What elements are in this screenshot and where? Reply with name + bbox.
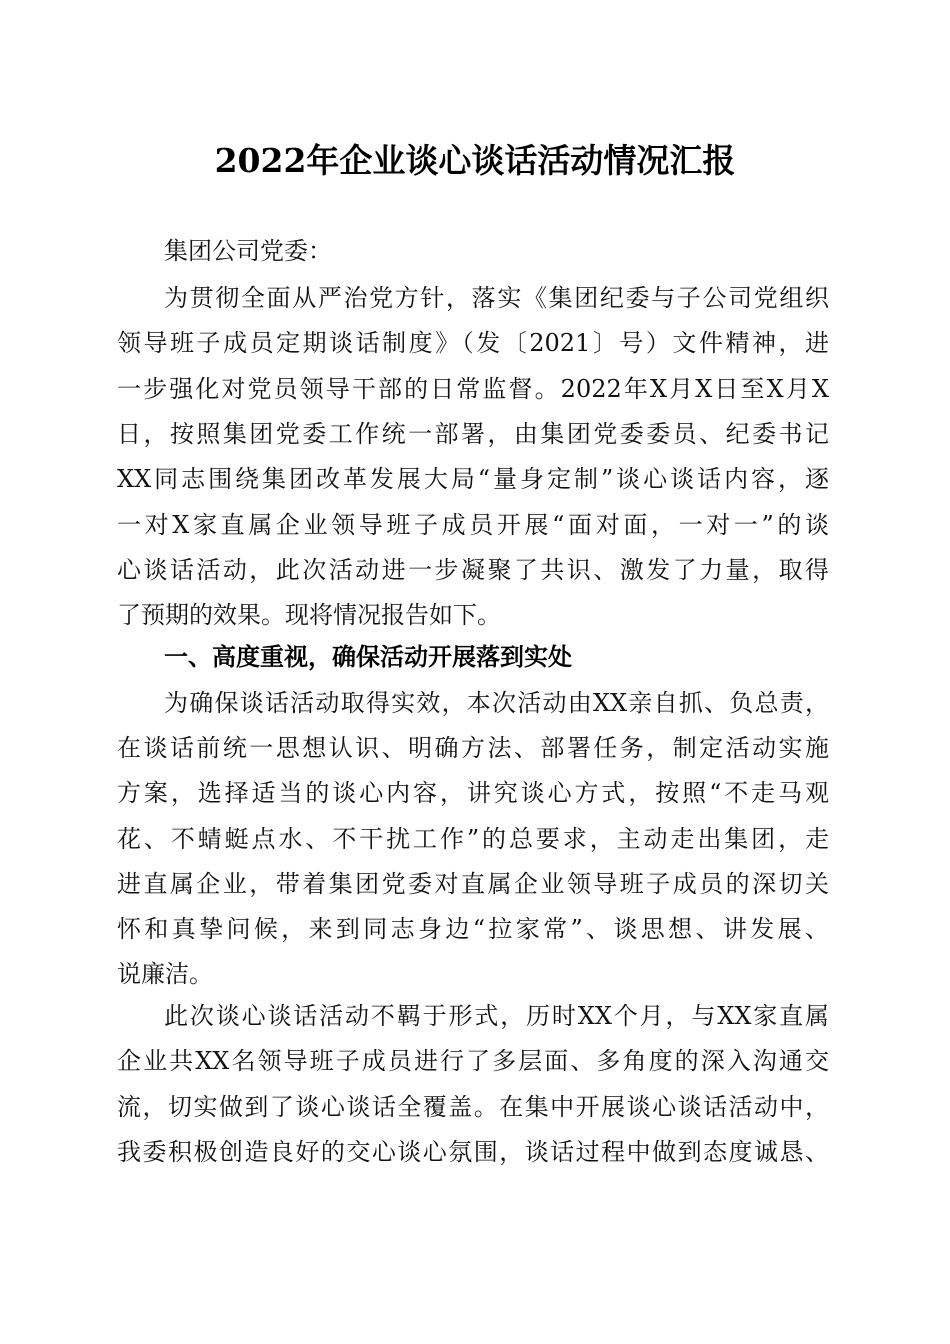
paragraph3-line: 流，切实做到了谈心谈话全覆盖。在集中开展谈心谈话活动中， — [117, 1093, 829, 1121]
paragraph2-line: 方案，选择适当的谈心内容，讲究谈心方式，按照“不走马观 — [117, 779, 829, 807]
section-heading: 一、高度重视，确保活动开展落到实处 — [164, 643, 572, 671]
paragraph3-line: 我委积极创造良好的交心谈心氛围，谈话过程中做到态度诚恳、 — [117, 1138, 829, 1166]
paragraph2-line: 在谈话前统一思想认识、明确方法、部署任务，制定活动实施 — [117, 734, 829, 762]
salutation: 集团公司党委： — [164, 237, 332, 265]
paragraph1-line: 领导班子成员定期谈话制度》（发〔2021〕号）文件精神，进 — [117, 329, 829, 357]
paragraph2-line: 进直属企业，带着集团党委对直属企业领导班子成员的深切关 — [117, 870, 829, 898]
paragraph1-line: 一对X家直属企业领导班子成员开展“面对面，一对一”的谈 — [117, 511, 829, 539]
paragraph1-line: 一步强化对党员领导干部的日常监督。2022年X月X日至X月X — [117, 375, 829, 403]
paragraph2-line: 为确保谈话活动取得实效，本次活动由XX亲自抓、负总责， — [164, 689, 829, 717]
paragraph1-line: 日，按照集团党委工作统一部署，由集团党委委员、纪委书记 — [117, 420, 829, 448]
paragraph2-line: 怀和真挚问候，来到同志身边“拉家常”、谈思想、讲发展、 — [117, 915, 829, 943]
paragraph1-line: XX同志围绕集团改革发展大局“量身定制”谈心谈话内容，逐 — [117, 465, 829, 493]
paragraph3-line: 此次谈心谈话活动不羁于形式，历时XX个月，与XX家直属 — [164, 1002, 829, 1030]
paragraph2-line: 说廉洁。 — [117, 960, 213, 988]
paragraph1-line: 为贯彻全面从严治党方针，落实《集团纪委与子公司党组织 — [164, 284, 829, 312]
paragraph1-line: 了预期的效果。现将情况报告如下。 — [117, 601, 501, 629]
document-title: 2022年企业谈心谈话活动情况汇报 — [214, 141, 736, 180]
paragraph3-line: 企业共XX名领导班子成员进行了多层面、多角度的深入沟通交 — [117, 1047, 829, 1075]
paragraph2-line: 花、不蜻蜓点水、不干扰工作”的总要求，主动走出集团，走 — [117, 825, 829, 853]
paragraph1-line: 心谈话活动，此次活动进一步凝聚了共识、激发了力量，取得 — [117, 556, 829, 584]
